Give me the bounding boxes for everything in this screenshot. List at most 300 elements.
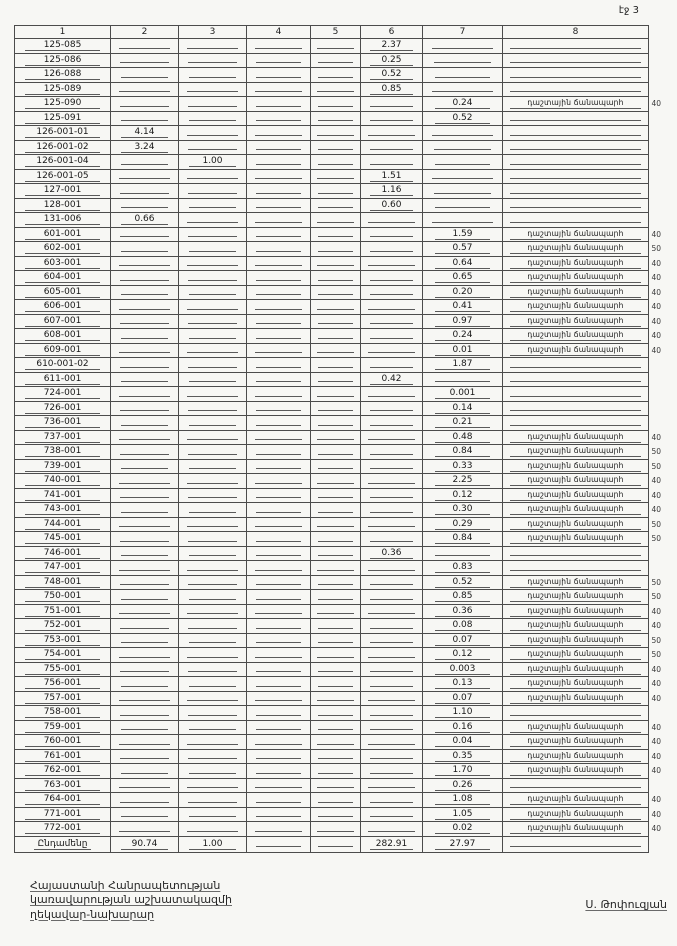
- table-row: [15, 256, 649, 271]
- parcel-code-cell: [15, 184, 111, 199]
- table-cell: [361, 314, 423, 329]
- table-cell: [111, 677, 179, 692]
- cell-value: դաշտային ճանապարհ: [510, 490, 641, 501]
- table-cell: [179, 503, 247, 518]
- blank-dash: [255, 129, 303, 136]
- cell-value: 0.12: [435, 490, 490, 501]
- cell-value: 1.00: [189, 839, 236, 850]
- blank-dash: [318, 114, 352, 121]
- table-cell: [311, 706, 361, 721]
- table-cell: [179, 749, 247, 764]
- blank-dash: [256, 796, 301, 803]
- table-cell: [503, 532, 661, 547]
- blank-dash: [187, 477, 238, 484]
- table-cell: [179, 445, 247, 460]
- margin-mark: 40: [651, 316, 661, 326]
- blank-dash: [255, 651, 303, 658]
- table-cell: [111, 488, 179, 503]
- table-cell: [247, 604, 311, 619]
- table-cell: [179, 358, 247, 373]
- blank-dash: [435, 375, 490, 382]
- blank-dash: [120, 230, 168, 237]
- table-row: [15, 575, 649, 590]
- table-header-row: [15, 26, 649, 39]
- table-cell: [311, 619, 361, 634]
- margin-mark: 40: [651, 722, 661, 732]
- parcel-code-cell: [15, 372, 111, 387]
- table-cell: [247, 822, 311, 837]
- table-cell: [311, 633, 361, 648]
- table-cell: [503, 358, 649, 373]
- cell-value: 126-001-02: [25, 142, 99, 153]
- blank-dash: [318, 709, 353, 716]
- table-cell: [503, 662, 661, 677]
- blank-dash: [255, 694, 303, 701]
- margin-mark: 50: [651, 461, 661, 471]
- table-cell: [247, 227, 311, 242]
- table-cell: [423, 590, 503, 605]
- table-cell: [247, 648, 311, 663]
- parcel-code-cell: [15, 111, 111, 126]
- table-cell: [423, 111, 503, 126]
- cell-value: դաշտային ճանապարհ: [510, 620, 641, 631]
- table-cell: [111, 793, 179, 808]
- table-cell: [111, 256, 179, 271]
- cell-value: 0.85: [370, 84, 413, 95]
- blank-dash: [255, 564, 303, 571]
- blank-dash: [256, 593, 300, 600]
- blank-dash: [255, 172, 303, 179]
- parcel-code-cell: [15, 82, 111, 97]
- table-cell: [361, 590, 423, 605]
- blank-dash: [318, 317, 353, 324]
- cell-value: դաշտային ճանապարհ: [510, 809, 641, 820]
- blank-dash: [435, 158, 490, 165]
- table-cell: [111, 517, 179, 532]
- table-cell: [423, 764, 503, 779]
- cell-value: 0.29: [435, 519, 490, 530]
- table-cell: [361, 358, 423, 373]
- parcel-code-cell: [15, 285, 111, 300]
- table-cell: [503, 503, 661, 518]
- cell-value: 0.003: [435, 664, 490, 675]
- blank-dash: [318, 636, 352, 643]
- blank-dash: [510, 781, 641, 788]
- table-cell: [503, 793, 661, 808]
- parcel-code-cell: [15, 720, 111, 735]
- blank-dash: [370, 767, 413, 774]
- blank-dash: [121, 375, 168, 382]
- blank-dash: [189, 593, 236, 600]
- table-cell: [111, 807, 179, 822]
- table-row: [15, 184, 649, 199]
- cell-value: 750-001: [25, 591, 99, 602]
- parcel-code-cell: [15, 749, 111, 764]
- table-cell: [179, 590, 247, 605]
- table-cell: [247, 256, 311, 271]
- parcel-code-cell: [15, 242, 111, 257]
- table-cell: [111, 242, 179, 257]
- blank-dash: [510, 404, 641, 411]
- margin-mark: 40: [651, 258, 661, 268]
- blank-dash: [120, 187, 168, 194]
- table-cell: [361, 329, 423, 344]
- parcel-code-cell: [15, 198, 111, 213]
- table-cell: [111, 155, 179, 170]
- blank-dash: [187, 346, 238, 353]
- blank-dash: [189, 506, 236, 513]
- blank-dash: [317, 477, 354, 484]
- blank-dash: [119, 564, 170, 571]
- cell-value: 761-001: [25, 751, 99, 762]
- blank-dash: [188, 187, 236, 194]
- blank-dash: [368, 433, 414, 440]
- blank-dash: [188, 361, 236, 368]
- blank-dash: [188, 752, 236, 759]
- table-cell: [361, 39, 423, 54]
- table-cell: [503, 488, 661, 503]
- parcel-code-cell: [15, 604, 111, 619]
- table-cell: [111, 764, 179, 779]
- table-cell: [247, 749, 311, 764]
- table-cell: [423, 358, 503, 373]
- authority-line-3: ղեկավար-նախարար: [30, 907, 155, 921]
- table-cell: [179, 561, 247, 576]
- blank-dash: [187, 564, 238, 571]
- cell-value: դաշտային ճանապարհ: [510, 461, 641, 472]
- parcel-code-cell: [15, 343, 111, 358]
- margin-mark: 50: [651, 592, 661, 601]
- blank-dash: [188, 448, 236, 455]
- table-cell: [247, 532, 311, 547]
- table-cell: [423, 256, 503, 271]
- table-cell: [111, 387, 179, 402]
- table-cell: [311, 720, 361, 735]
- table-row: [15, 677, 649, 692]
- parcel-code-cell: [15, 459, 111, 474]
- blank-dash: [370, 535, 414, 542]
- table-cell: [179, 416, 247, 431]
- cell-value: 744-001: [25, 519, 99, 530]
- table-cell: [503, 764, 661, 779]
- blank-dash: [121, 71, 168, 78]
- margin-mark: 50: [651, 650, 661, 659]
- table-cell: [311, 503, 361, 518]
- parcel-code-cell: [15, 39, 111, 54]
- blank-dash: [119, 85, 170, 92]
- parcel-code-cell: [15, 140, 111, 155]
- parcel-code-cell: [15, 633, 111, 648]
- table-cell: [503, 517, 661, 532]
- table-cell: [361, 793, 423, 808]
- blank-dash: [256, 767, 300, 774]
- blank-dash: [255, 477, 303, 484]
- table-cell: [247, 39, 311, 54]
- table-cell: [247, 372, 311, 387]
- table-cell: [423, 662, 503, 677]
- blank-dash: [318, 245, 352, 252]
- table-row: [15, 126, 649, 141]
- cell-value: 760-001: [25, 736, 99, 747]
- table-cell: [247, 242, 311, 257]
- blank-dash: [256, 375, 300, 382]
- table-cell: [111, 97, 179, 112]
- table-cell: [179, 53, 247, 68]
- blank-dash: [188, 665, 236, 672]
- blank-dash: [121, 593, 168, 600]
- cell-value: դաշտային ճանապարհ: [510, 98, 641, 109]
- blank-dash: [368, 129, 414, 136]
- table-cell: [423, 807, 503, 822]
- table-cell: [503, 836, 649, 852]
- cell-value: 125-086: [25, 55, 99, 66]
- blank-dash: [256, 100, 301, 107]
- blank-dash: [119, 520, 170, 527]
- blank-dash: [256, 230, 301, 237]
- blank-dash: [370, 506, 413, 513]
- table-row: [15, 358, 649, 373]
- cell-value: 608-001: [25, 330, 99, 341]
- table-cell: [423, 430, 503, 445]
- table-cell: [179, 97, 247, 112]
- table-cell: [423, 575, 503, 590]
- table-cell: [247, 387, 311, 402]
- cell-value: 126-001-01: [25, 127, 99, 138]
- cell-value: 763-001: [25, 780, 99, 791]
- column-header: 5: [311, 26, 361, 39]
- blank-dash: [187, 129, 238, 136]
- table-cell: [423, 343, 503, 358]
- table-cell: [179, 314, 247, 329]
- cell-value: 606-001: [25, 301, 99, 312]
- blank-dash: [256, 56, 301, 63]
- cell-value: 762-001: [25, 765, 99, 776]
- margin-mark: 40: [651, 476, 661, 485]
- blank-dash: [256, 114, 300, 121]
- cell-value: 1.00: [189, 156, 236, 167]
- blank-dash: [370, 114, 413, 121]
- table-cell: [361, 677, 423, 692]
- blank-dash: [318, 723, 352, 730]
- blank-dash: [256, 245, 300, 252]
- blank-dash: [370, 332, 413, 339]
- blank-dash: [189, 201, 236, 208]
- blank-dash: [432, 42, 492, 49]
- parcel-code-cell: [15, 691, 111, 706]
- parcel-code-cell: [15, 735, 111, 750]
- blank-dash: [318, 274, 353, 281]
- blank-dash: [188, 578, 236, 585]
- table-cell: [423, 53, 503, 68]
- table-cell: [361, 82, 423, 97]
- parcel-code-cell: [15, 561, 111, 576]
- table-cell: [361, 604, 423, 619]
- blank-dash: [120, 100, 168, 107]
- table-cell: [423, 401, 503, 416]
- blank-dash: [189, 288, 236, 295]
- blank-dash: [256, 361, 301, 368]
- blank-dash: [318, 752, 353, 759]
- cell-value: 125-091: [25, 113, 99, 124]
- table-cell: [111, 778, 179, 793]
- table-cell: [311, 343, 361, 358]
- table-cell: [247, 155, 311, 170]
- column-header: 3: [179, 26, 247, 39]
- table-cell: [503, 387, 649, 402]
- table-cell: [503, 430, 661, 445]
- blank-dash: [255, 607, 303, 614]
- table-cell: [247, 198, 311, 213]
- cell-value: 0.66: [121, 214, 168, 225]
- cell-value: 601-001: [25, 229, 99, 240]
- table-cell: [361, 445, 423, 460]
- cell-value: 0.16: [435, 722, 490, 733]
- blank-dash: [189, 767, 236, 774]
- margin-mark: 40: [651, 795, 661, 804]
- margin-mark: 40: [651, 229, 661, 239]
- table-cell: [247, 619, 311, 634]
- table-cell: [503, 68, 649, 83]
- table-cell: [423, 720, 503, 735]
- table-cell: [423, 749, 503, 764]
- blank-dash: [432, 129, 492, 136]
- table-cell: [311, 735, 361, 750]
- table-row: [15, 198, 649, 213]
- table-cell: [503, 590, 661, 605]
- blank-dash: [255, 346, 303, 353]
- blank-dash: [187, 694, 238, 701]
- table-row: [15, 300, 649, 315]
- cell-value: 753-001: [25, 635, 99, 646]
- blank-dash: [255, 781, 303, 788]
- parcel-code-cell: [15, 677, 111, 692]
- margin-mark: 40: [651, 490, 661, 500]
- cell-value: 0.84: [435, 446, 490, 457]
- blank-dash: [256, 535, 301, 542]
- blank-dash: [256, 723, 300, 730]
- table-cell: [503, 474, 661, 489]
- blank-dash: [120, 665, 168, 672]
- table-cell: [423, 677, 503, 692]
- table-cell: [179, 329, 247, 344]
- blank-dash: [318, 593, 352, 600]
- cell-value: դաշտային ճանապարհ: [510, 606, 641, 617]
- blank-dash: [120, 752, 168, 759]
- blank-dash: [187, 825, 238, 832]
- table-row: [15, 329, 649, 344]
- table-cell: [111, 358, 179, 373]
- cell-value: դաշտային ճանապարհ: [510, 475, 641, 486]
- cell-value: 131-006: [25, 214, 99, 225]
- table-cell: [111, 445, 179, 460]
- blank-dash: [119, 651, 170, 658]
- parcel-code-cell: [15, 430, 111, 445]
- table-body: [15, 39, 661, 853]
- blank-dash: [119, 390, 170, 397]
- table-cell: [503, 329, 661, 344]
- table-cell: [503, 633, 661, 648]
- table-row: [15, 517, 649, 532]
- cell-value: 752-001: [25, 620, 99, 631]
- blank-dash: [119, 477, 170, 484]
- cell-value: 605-001: [25, 287, 99, 298]
- blank-dash: [121, 680, 168, 687]
- table-cell: [311, 140, 361, 155]
- table-cell: [503, 285, 661, 300]
- cell-value: 126-001-04: [25, 156, 99, 167]
- table-cell: [111, 532, 179, 547]
- blank-dash: [256, 288, 300, 295]
- blank-dash: [119, 781, 170, 788]
- blank-dash: [434, 56, 491, 63]
- table-cell: [311, 169, 361, 184]
- table-cell: [247, 285, 311, 300]
- cell-value: 736-001: [25, 417, 99, 428]
- cell-value: դաշտային ճանապարհ: [510, 736, 641, 747]
- table-cell: [111, 648, 179, 663]
- table-row: [15, 169, 649, 184]
- table-cell: [111, 735, 179, 750]
- table-row: [15, 242, 649, 257]
- blank-dash: [120, 709, 168, 716]
- table-row: [15, 459, 649, 474]
- blank-dash: [187, 390, 238, 397]
- table-cell: [247, 706, 311, 721]
- blank-dash: [121, 549, 168, 556]
- table-cell: [361, 720, 423, 735]
- blank-dash: [318, 143, 353, 150]
- table-row: [15, 604, 649, 619]
- blank-dash: [317, 259, 354, 266]
- table-cell: [423, 82, 503, 97]
- table-row: [15, 778, 649, 793]
- blank-dash: [370, 448, 414, 455]
- total-row: [15, 836, 649, 852]
- blank-dash: [255, 85, 303, 92]
- table-cell: [503, 256, 661, 271]
- blank-dash: [370, 230, 414, 237]
- table-cell: [179, 242, 247, 257]
- cell-value: 0.85: [435, 591, 490, 602]
- cell-value: 125-085: [25, 40, 99, 51]
- blank-dash: [432, 216, 492, 223]
- table-cell: [179, 662, 247, 677]
- table-cell: [111, 140, 179, 155]
- table-cell: [111, 169, 179, 184]
- table-cell: [179, 604, 247, 619]
- blank-dash: [187, 738, 238, 745]
- issuing-authority-block: [30, 879, 232, 922]
- table-cell: [503, 242, 661, 257]
- cell-value: 128-001: [25, 200, 99, 211]
- table-cell: [311, 314, 361, 329]
- cell-value: դաշտային ճանապարհ: [510, 301, 641, 312]
- margin-mark: 50: [651, 447, 661, 456]
- blank-dash: [256, 201, 300, 208]
- blank-dash: [370, 361, 414, 368]
- table-row: [15, 706, 649, 721]
- table-cell: [503, 300, 661, 315]
- table-cell: [179, 793, 247, 808]
- table-row: [15, 97, 649, 112]
- margin-mark: 50: [651, 635, 661, 645]
- blank-dash: [120, 796, 168, 803]
- blank-dash: [368, 259, 414, 266]
- table-cell: [311, 575, 361, 590]
- parcel-code-cell: [15, 227, 111, 242]
- parcel-code-cell: [15, 793, 111, 808]
- blank-dash: [318, 404, 353, 411]
